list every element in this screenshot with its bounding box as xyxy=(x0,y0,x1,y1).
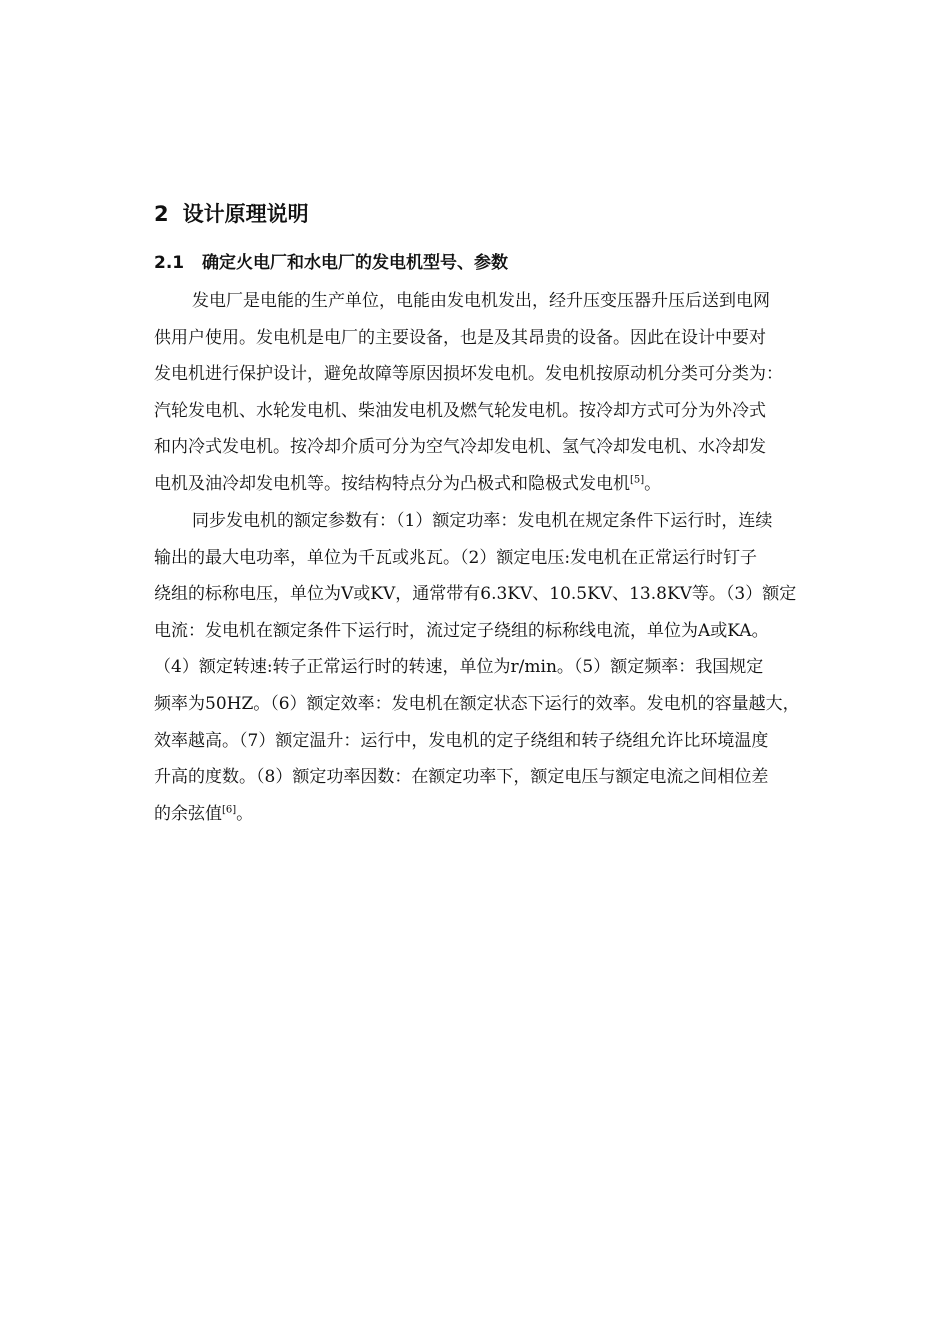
paragraph-line-text: 电机及油冷却发电机等。按结构特点分为凸极式和隐极式发电机 xyxy=(154,473,630,494)
sentence-end: 。 xyxy=(236,803,254,824)
paragraph-line-last xyxy=(154,796,859,833)
paragraph-line: 同步发电机的额定参数有：（1）额定功率：发电机在规定条件下运行时，连续 xyxy=(192,511,773,531)
chapter-number: 2 xyxy=(154,202,169,226)
citation-reference: [5] xyxy=(630,474,645,486)
paragraph-line: 频率为50HZ。（6）额定效率：发电机在额定状态下运行的效率。发电机的容量越大， xyxy=(154,693,800,714)
paragraph-line: （4）额定转速:转子正常运行时的转速，单位为r/min。（5）额定频率：我国规定 xyxy=(154,657,764,678)
paragraph-rated-parameters xyxy=(154,503,859,832)
citation-reference: [6] xyxy=(222,804,237,816)
section-number: 2.1 xyxy=(154,253,185,273)
paragraph-line-text: 的余弦值 xyxy=(154,803,222,824)
paragraph-line: 绕组的标称电压，单位为V或KV，通常带有6.3KV、10.5KV、13.8KV等。（3）额定 xyxy=(154,584,797,605)
paragraph-line: 升高的度数。（8）额定功率因数：在额定功率下，额定电压与额定电流之间相位差 xyxy=(154,767,769,788)
sentence-end: 。 xyxy=(644,473,662,494)
section-title-text: 确定火电厂和水电厂的发电机型号、参数 xyxy=(202,253,508,273)
paragraph-line-last xyxy=(154,466,859,503)
paragraph-line: 发电厂是电能的生产单位，电能由发电机发出，经升压变压器升压后送到电网 xyxy=(192,291,770,311)
paragraph-line: 汽轮发电机、水轮发电机、柴油发电机及燃气轮发电机。按冷却方式可分为外冷式 xyxy=(154,400,766,421)
paragraph-line: 发电机进行保护设计，避免故障等原因损坏发电机。发电机按原动机分类可分类为： xyxy=(154,364,783,385)
paragraph-line: 效率越高。（7）额定温升：运行中，发电机的定子绕组和转子绕组允许比环境温度 xyxy=(154,730,769,751)
chapter-title-text: 设计原理说明 xyxy=(182,202,309,226)
paragraph-line: 电流：发电机在额定条件下运行时，流过定子绕组的标称线电流，单位为A或KA。 xyxy=(154,620,769,641)
paragraph-line: 输出的最大电功率，单位为千瓦或兆瓦。（2）额定电压:发电机在正常运行时钉子 xyxy=(154,547,758,568)
paragraph-line: 供用户使用。发电机是电厂的主要设备，也是及其昂贵的设备。因此在设计中要对 xyxy=(154,327,766,348)
chapter-heading xyxy=(154,198,309,230)
section-heading xyxy=(154,249,508,277)
paragraph-generator-overview xyxy=(154,283,859,503)
paragraph-line: 和内冷式发电机。按冷却介质可分为空气冷却发电机、氢气冷却发电机、水冷却发 xyxy=(154,437,766,458)
